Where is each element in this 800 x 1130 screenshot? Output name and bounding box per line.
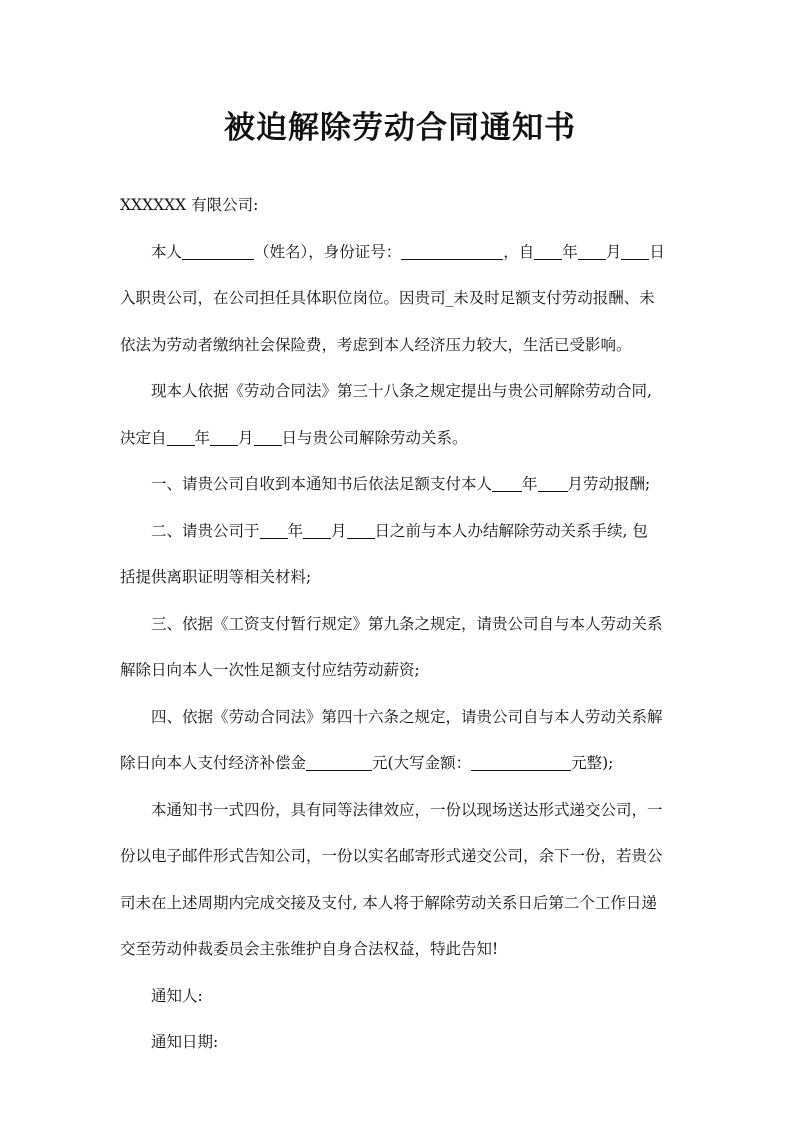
text-segment: 一、请贵公司自收到本通知书后依法足额支付本人 <box>151 475 493 493</box>
termination-day-blank[interactable] <box>254 429 282 446</box>
procedure-month-blank[interactable] <box>303 522 331 539</box>
text-segment: 日 <box>649 242 665 261</box>
item-4-compensation-line-2 <box>120 740 692 787</box>
text-segment: 元整); <box>571 754 614 772</box>
wage-year-blank[interactable] <box>492 475 522 492</box>
text-segment: ，自 <box>503 242 535 261</box>
procedure-year-blank[interactable] <box>260 522 288 539</box>
item-1-wages <box>120 461 692 508</box>
text-segment: 元(大写金额： <box>372 754 472 772</box>
paragraph-termination-line-1: 现本人依据《劳动合同法》第三十八条之规定提出与贵公司解除劳动合同, <box>151 382 652 400</box>
text-segment: 日与贵公司解除劳动关系。 <box>281 428 468 447</box>
notifier-label: 通知人: <box>151 986 203 1005</box>
id-number-blank[interactable] <box>401 243 503 260</box>
closing-line-1: 本通知书一式四份，具有同等法律效应，一份以现场送达形式递交公司，一 <box>151 800 663 819</box>
termination-month-blank[interactable] <box>210 429 238 446</box>
text-segment: 年 <box>287 521 304 540</box>
text-segment: （姓名），身份证号： <box>254 242 402 261</box>
text-segment: 决定自 <box>120 428 167 447</box>
text-segment: 年 <box>562 242 578 261</box>
text-segment: 月 <box>238 428 254 447</box>
text-segment: 月劳动报酬; <box>567 475 651 493</box>
name-blank[interactable] <box>182 243 254 260</box>
compensation-amount-blank[interactable] <box>306 754 372 771</box>
entry-day-blank[interactable] <box>621 243 649 260</box>
wage-month-blank[interactable] <box>538 475 568 492</box>
text-segment: 二、请贵公司于 <box>151 521 260 540</box>
entry-year-blank[interactable] <box>534 243 562 260</box>
termination-year-blank[interactable] <box>167 429 195 446</box>
item-3-salary-line-1: 三、依据《工资支付暂行规定》第九条之规定，请贵公司自与本人劳动关系 <box>151 614 663 633</box>
notice-date-label: 通知日期: <box>151 1033 219 1051</box>
item-3-salary-line-2: 解除日向本人一次性足额支付应结劳动薪资; <box>120 661 420 679</box>
paragraph-employee-info-line-3: 依法为劳动者缴纳社会保险费，考虑到本人经济压力较大，生活已受影响。 <box>120 335 632 354</box>
document-title: 被迫解除劳动合同通知书 <box>224 110 576 146</box>
closing-line-3: 司未在上述周期内完成交接及支付, 本人将于解除劳动关系日后第二个工作日递 <box>120 893 657 912</box>
paragraph-employee-info-line-1 <box>120 229 692 276</box>
text-segment: 日之前与本人办结解除劳动关系手续, 包 <box>374 521 648 540</box>
text-segment: 年 <box>194 428 211 447</box>
item-2-procedures-line-2: 括提供离职证明等相关材料; <box>120 568 312 586</box>
text-segment: 除日向本人支付经济补偿金 <box>120 754 307 772</box>
item-4-compensation-line-1: 四、依据《劳动合同法》第四十六条之规定，请贵公司自与本人劳动关系解 <box>151 707 663 726</box>
document-body <box>120 182 692 1066</box>
text-segment: 本人 <box>151 242 183 261</box>
paragraph-employee-info-line-2: 入职贵公司，在公司担任具体职位岗位。因贵司_未及时足额支付劳动报酬、未 <box>120 289 655 307</box>
entry-month-blank[interactable] <box>578 243 606 260</box>
item-2-procedures-line-1 <box>120 508 692 555</box>
addressee: XXXXXX 有限公司: <box>120 196 259 214</box>
text-segment: 月 <box>605 242 622 261</box>
compensation-amount-in-words-blank[interactable] <box>471 754 571 771</box>
paragraph-termination-line-2 <box>120 415 692 462</box>
procedure-day-blank[interactable] <box>347 522 375 539</box>
text-segment: 年 <box>522 475 538 493</box>
text-segment: 月 <box>331 521 347 540</box>
closing-line-4: 交至劳动仲裁委员会主张维护自身合法权益，特此告知! <box>120 940 499 958</box>
closing-line-2: 份以电子邮件形式告知公司，一份以实名邮寄形式递交公司，余下一份，若贵公 <box>120 847 663 865</box>
